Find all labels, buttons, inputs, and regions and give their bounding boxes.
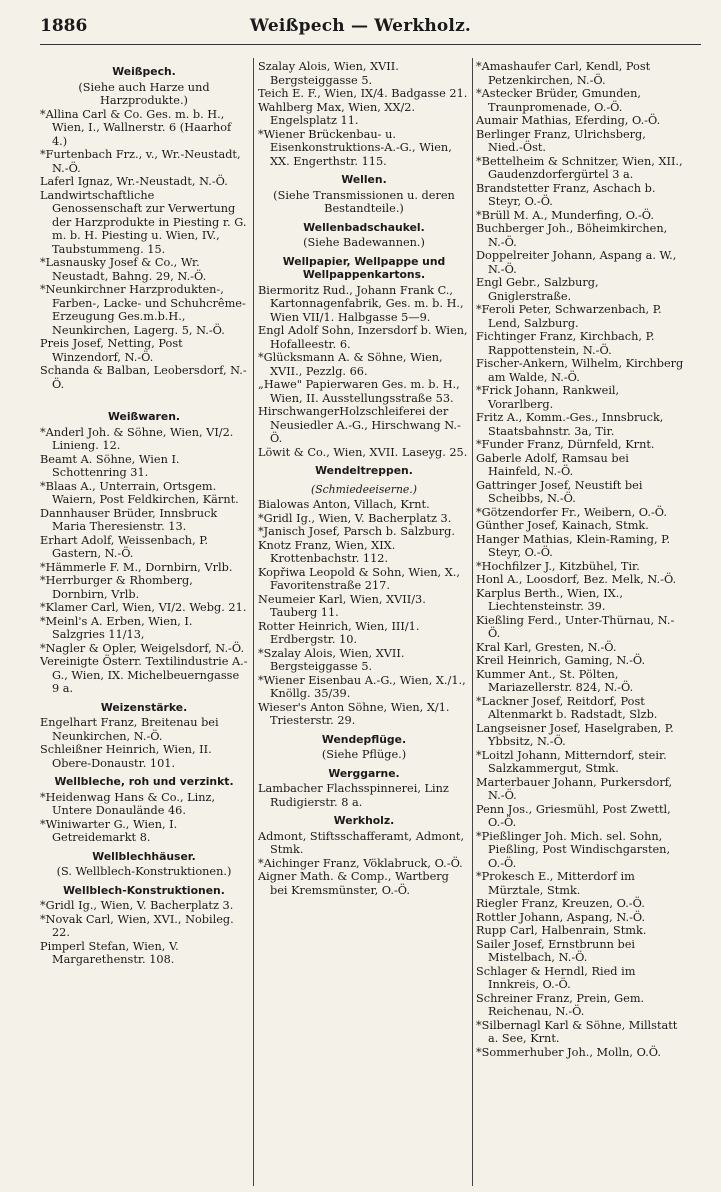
directory-entry: *Feroli Peter, Schwarzenbach, P. Lend, Salzburg.	[476, 303, 662, 330]
directory-entry: Schanda & Balban, Leobersdorf, N.-Ö.	[40, 364, 247, 391]
directory-entry: Biermoritz Rud., Johann Frank C., Kartonnagenfabrik, Ges. m. b. H., Wien VII/1. Halbgasse 5—9.	[258, 283, 464, 324]
directory-entry: Landwirtschaftliche Genossenschaft zur Verwertung der Harzprodukte in Piesting r. G. m. b. H. Piesting u. Wien, IV., Taubstummeng. 15.	[40, 188, 247, 256]
directory-entry: Kral Karl, Gresten, N.-Ö.	[476, 640, 617, 654]
directory-entry: Marterbauer Johann, Purkersdorf, N.-Ö.	[476, 775, 673, 802]
directory-entry: Buchberger Joh., Böheimkirchen, N.-Ö.	[476, 222, 668, 249]
directory-entry: Beamt A. Söhne, Wien I. Schottenring 31.	[40, 452, 180, 479]
directory-entry: *Furtenbach Frz., v., Wr.-Neustadt, N.-Ö.	[40, 148, 241, 175]
section-heading: Wellen.	[341, 173, 387, 186]
directory-entry: Rupp Carl, Halbenrain, Stmk.	[476, 924, 647, 937]
directory-entry: Szalay Alois, Wien, XVII. Bergsteiggasse 5.	[258, 60, 399, 87]
directory-entry: *Lasnausky Josef & Co., Wr. Neustadt, Bahng. 29, N.-Ö.	[40, 256, 207, 283]
section-heading: Wendeltreppen.	[315, 464, 413, 477]
directory-entry: *Novak Carl, Wien, XVI., Nobileg. 22.	[40, 912, 234, 939]
directory-entry: Rottler Johann, Aspang, N.-Ö.	[476, 910, 646, 924]
section-subheading: (Schmiedeeiserne.)	[311, 482, 417, 496]
column-divider	[253, 58, 254, 1186]
directory-entry: Teich E. F., Wien, IX/4. Badgasse 21.	[258, 87, 468, 100]
directory-entry: *Amashaufer Carl, Kendl, Post Petzenkirchen, N.-Ö.	[476, 60, 651, 87]
page-title: Weißpech — Werkholz.	[249, 16, 472, 36]
directory-entry: Sailer Josef, Ernstbrunn bei Mistelbach, N.-Ö.	[476, 937, 635, 964]
section-heading: Weißpech.	[112, 65, 176, 78]
directory-entry: Bialowas Anton, Villach, Krnt.	[258, 498, 430, 511]
directory-entry: Langseisner Josef, Haselgraben, P. Ybbsitz, N.-Ö.	[476, 721, 674, 748]
column-2	[258, 60, 470, 1188]
directory-entry: *Allina Carl & Co. Ges. m. b. H., Wien, I., Wallnerstr. 6 (Haarhof 4.)	[40, 107, 232, 148]
cross-reference: (Siehe Badewannen.)	[303, 236, 425, 249]
directory-entry: *Herrburger & Rhomberg, Dornbirn, Vrlb.	[40, 574, 193, 601]
directory-entry: *Funder Franz, Dürnfeld, Krnt.	[476, 438, 655, 451]
directory-entry: Wieser's Anton Söhne, Wien, X/1. Triesterstr. 29.	[258, 700, 450, 727]
section-heading: Wellblechhäuser.	[92, 849, 196, 863]
directory-entry: *Frick Johann, Rankweil, Vorarlberg.	[476, 384, 620, 411]
directory-entry: *Gridl Ig., Wien, V. Bacherplatz 3.	[258, 511, 452, 525]
page-header	[0, 0, 721, 40]
directory-entry: *Glücksmann A. & Söhne, Wien, XVII., Pezzlg. 66.	[258, 351, 443, 378]
directory-entry: Riegler Franz, Kreuzen, O.-Ö.	[476, 897, 645, 910]
directory-entry: Doppelreiter Johann, Aspang a. W., N.-Ö.	[476, 249, 677, 276]
directory-entry: *Götzendorfer Fr., Weibern, O.-Ö.	[476, 505, 667, 519]
directory-entry: *Brüll M. A., Munderfing, O.-Ö.	[476, 208, 654, 222]
directory-entry: Kreil Heinrich, Gaming, N.-Ö.	[476, 654, 646, 667]
directory-entry: Preis Josef, Netting, Post Winzendorf, N.-Ö.	[40, 337, 183, 364]
directory-entry: *Szalay Alois, Wien, XVII. Bergsteiggasse 5.	[258, 646, 405, 673]
cross-reference: (Siehe Pflüge.)	[321, 748, 407, 761]
page-number: 1886	[40, 16, 88, 36]
directory-entry: *Silbernagl Karl & Söhne, Millstatt a. See, Krnt.	[476, 1018, 678, 1045]
section-heading: Wellpapier, Wellpappe und Wellpappenkartons.	[282, 254, 446, 281]
directory-entry: *Hochfilzer J., Kitzbühel, Tir.	[476, 559, 640, 573]
directory-entry: Fichtinger Franz, Kirchbach, P. Rappottenstein, N.-Ö.	[476, 330, 655, 357]
directory-entry: *Bettelheim & Schnitzer, Wien, XII., Gaudenzdorfergürtel 3 a.	[476, 154, 683, 181]
directory-entry: Hanger Mathias, Klein-Raming, P. Steyr, O.-Ö.	[476, 532, 671, 559]
directory-entry: Kopřiwa Leopold & Sohn, Wien, X., Favoritenstraße 217.	[258, 565, 460, 592]
directory-entry: *Astecker Brüder, Gmunden, Traunpromenade, O.-Ö.	[476, 87, 641, 114]
directory-entry: *Gridl Ig., Wien, V. Bacherplatz 3.	[40, 899, 234, 912]
directory-entry: *Pießlinger Joh. Mich. sel. Sohn, Pießling, Post Windischgarsten, O.-Ö.	[476, 829, 671, 870]
directory-entry: Löwit & Co., Wien, XVII. Laseyg. 25.	[258, 445, 468, 459]
directory-entry: *Loitzl Johann, Mitterndorf, steir. Salzkammergut, Stmk.	[476, 748, 667, 775]
directory-entry: Lambacher Flachsspinnerei, Linz Rudigierstr. 8 a.	[258, 782, 449, 809]
directory-entry: Aigner Math. & Comp., Wartberg bei Kremsmünster, O.-Ö.	[258, 870, 449, 897]
directory-entry: *Prokesch E., Mitterdorf im Mürztale, Stmk.	[476, 870, 635, 897]
directory-entry: Kießling Ferd., Unter-Thürnau, N.-Ö.	[476, 613, 675, 640]
directory-entry: Gattringer Josef, Neustift bei Scheibbs, N.-Ö.	[476, 478, 643, 505]
directory-entry: Laferl Ignaz, Wr.-Neustadt, N.-Ö.	[40, 175, 228, 188]
directory-entry: *Blaas A., Unterrain, Ortsgem. Waiern, Post Feldkirchen, Kärnt.	[40, 479, 239, 506]
directory-entry: Günther Josef, Kainach, Stmk.	[476, 519, 649, 532]
cross-reference: (S. Wellblech-Konstruktionen.)	[56, 865, 232, 878]
cross-reference: (Siehe auch Harze und Harzprodukte.)	[78, 80, 210, 107]
directory-entry: Knotz Franz, Wien, XIX. Krottenbachstr. 112.	[258, 538, 396, 565]
section-heading: Werkholz.	[333, 814, 395, 827]
directory-entry: Schlager & Herndl, Ried im Innkreis, O.-Ö.	[476, 964, 636, 991]
directory-entry: *Hämmerle F. M., Dornbirn, Vrlb.	[40, 560, 233, 574]
header-rule	[40, 44, 701, 45]
directory-entry: Pimperl Stefan, Wien, V. Margarethenstr. 108.	[40, 939, 179, 966]
section-heading: Wellenbadschaukel.	[303, 220, 425, 234]
directory-entry: Karplus Berth., Wien, IX., Liechtensteinstr. 39.	[476, 586, 623, 613]
section-heading: Weißwaren.	[107, 410, 180, 423]
directory-entry: Gaberle Adolf, Ramsau bei Hainfeld, N.-Ö.	[476, 451, 629, 478]
section-heading: Werggarne.	[328, 766, 400, 780]
directory-entry: Schleißner Heinrich, Wien, II. Obere-Donaustr. 101.	[40, 743, 212, 770]
directory-entry: *Meinl's A. Erben, Wien, I. Salzgries 11/13,	[40, 614, 193, 641]
directory-entry: *Sommerhuber Joh., Molln, O.Ö.	[476, 1045, 661, 1059]
directory-entry: Engl Gebr., Salzburg, Gniglerstraße.	[476, 276, 599, 303]
directory-entry: „Hawe" Papierwaren Ges. m. b. H., Wien, II. Ausstellungsstraße 53.	[258, 378, 460, 405]
directory-entry: Berlinger Franz, Ulrichsberg, Nied.-Öst.	[476, 127, 646, 154]
directory-entry: *Wiener Brückenbau- u. Eisenkonstruktions-A.-G., Wien, XX. Engerthstr. 115.	[258, 127, 452, 168]
directory-entry: Honl A., Loosdorf, Bez. Melk, N.-Ö.	[476, 573, 677, 586]
section-heading: Wendepflüge.	[321, 732, 407, 746]
directory-entry: *Neunkirchner Harzprodukten-, Farben-, Lacke- und Schuhcrême-Erzeugung Ges.m.b.H., Neunkirchen, Lagerg. 5, N.-Ö.	[40, 283, 246, 337]
directory-entry: Engl Adolf Sohn, Inzersdorf b. Wien, Hofalleestr. 6.	[258, 324, 468, 351]
directory-entry: Dannhauser Brüder, Innsbruck Maria Theresienstr. 13.	[40, 506, 218, 533]
directory-entry: Kummer Ant., St. Pölten, Mariazellerstr. 824, N.-Ö.	[476, 667, 634, 694]
directory-entry: Fischer-Ankern, Wilhelm, Kirchberg am Walde, N.-Ö.	[476, 357, 684, 384]
directory-entry: *Anderl Joh. & Söhne, Wien, VI/2. Linieng. 12.	[40, 425, 234, 452]
directory-entry: *Aichinger Franz, Vöklabruck, O.-Ö.	[258, 856, 463, 870]
directory-entry: Neumeier Karl, Wien, XVII/3. Tauberg 11.	[258, 592, 426, 619]
directory-entry: Vereinigte Österr. Textilindustrie A.-G., Wien, IX. Michelbeuerngasse 9 a.	[40, 655, 248, 695]
cross-reference: (Siehe Transmissionen u. deren Bestandteile.)	[273, 188, 455, 215]
spacer	[40, 391, 248, 405]
section-heading: Weizenstärke.	[100, 700, 188, 714]
directory-entry: Rotter Heinrich, Wien, III/1. Erdbergstr. 10.	[258, 619, 420, 646]
directory-entry: HirschwangerHolzschleiferei der Neusiedler A.-G., Hirschwang N.-Ö.	[258, 405, 461, 445]
directory-entry: *Heidenwag Hans & Co., Linz, Untere Donaulände 46.	[40, 790, 216, 817]
directory-entry: Penn Jos., Griesmühl, Post Zwettl, O.-Ö.	[476, 802, 671, 829]
directory-entry: Erhart Adolf, Weissenbach, P. Gastern, N.-Ö.	[40, 533, 209, 560]
directory-entry: Admont, Stiftsschafferamt, Admont, Stmk.	[258, 829, 465, 856]
directory-entry: *Klamer Carl, Wien, VI/2. Webg. 21.	[40, 601, 247, 614]
directory-entry: *Nagler & Opler, Weigelsdorf, N.-Ö.	[40, 641, 245, 655]
section-heading: Wellbleche, roh und verzinkt.	[54, 775, 234, 788]
column-3	[476, 60, 684, 1188]
directory-entry: *Winiwarter G., Wien, I. Getreidemarkt 8.	[40, 817, 178, 844]
directory-entry: Brandstetter Franz, Aschach b. Steyr, O.-Ö.	[476, 181, 656, 208]
directory-entry: *Janisch Josef, Parsch b. Salzburg.	[258, 525, 455, 538]
section-heading: Wellblech-Konstruktionen.	[63, 883, 225, 897]
directory-entry: Schreiner Franz, Prein, Gem. Reichenau, N.-Ö.	[476, 991, 645, 1018]
directory-entry: Fritz A., Komm.-Ges., Innsbruck, Staatsbahnstr. 3a, Tir.	[476, 411, 664, 438]
directory-entry: Wahlberg Max, Wien, XX/2. Engelsplatz 11.	[258, 100, 416, 127]
directory-entry: Engelhart Franz, Breitenau bei Neunkirchen, N.-Ö.	[40, 716, 219, 743]
column-1	[40, 60, 248, 1188]
directory-entry: *Lackner Josef, Reitdorf, Post Altenmarkt b. Radstadt, Slzb.	[476, 694, 658, 721]
directory-entry: Aumair Mathias, Eferding, O.-Ö.	[476, 114, 661, 127]
directory-entry: *Wiener Eisenbau A.-G., Wien, X./1., Knöllg. 35/39.	[258, 673, 466, 700]
column-divider	[472, 58, 473, 1186]
